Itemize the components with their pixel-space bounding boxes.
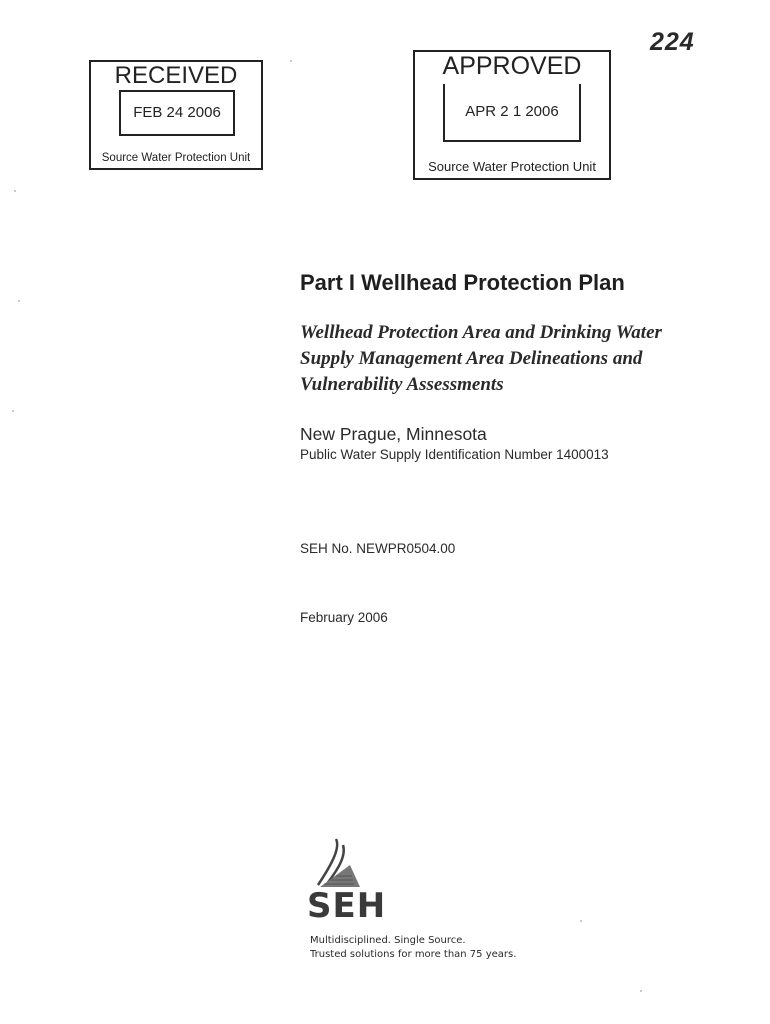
seh-logo-icon xyxy=(310,835,370,891)
received-stamp-unit: Source Water Protection Unit xyxy=(101,152,251,164)
document-subtitle: Wellhead Protection Area and Drinking Water Supply Management Area Delineations and Vulnerability Assessments xyxy=(300,322,662,395)
logo-tagline xyxy=(310,934,516,962)
scan-speck xyxy=(18,300,20,302)
seh-project-number: SEH No. NEWPR0504.00 xyxy=(300,541,456,556)
scan-speck xyxy=(12,410,14,412)
approved-stamp xyxy=(413,50,611,180)
approved-stamp-date: APR 2 1 2006 xyxy=(443,84,581,142)
scan-speck xyxy=(580,920,582,922)
scan-speck xyxy=(290,60,292,62)
scan-speck xyxy=(640,990,642,992)
page-number: 224 xyxy=(650,28,695,56)
document-date: February 2006 xyxy=(300,610,388,625)
approved-stamp-heading: APPROVED xyxy=(442,52,582,80)
received-stamp-heading: RECEIVED xyxy=(114,62,238,89)
approved-stamp-unit: Source Water Protection Unit xyxy=(428,159,596,174)
location: New Prague, Minnesota xyxy=(300,424,487,444)
tagline-line-1: Multidisciplined. Single Source. xyxy=(310,935,466,946)
pwsid-number: Public Water Supply Identification Number 1400013 xyxy=(300,447,609,462)
tagline-line-2: Trusted solutions for more than 75 years. xyxy=(310,949,517,960)
document-title: Part I Wellhead Protection Plan xyxy=(300,270,625,295)
received-stamp-date: FEB 24 2006 xyxy=(119,90,235,136)
seh-logo-wordmark: SEH xyxy=(307,886,387,926)
received-stamp xyxy=(89,60,263,170)
scan-speck xyxy=(14,190,16,192)
